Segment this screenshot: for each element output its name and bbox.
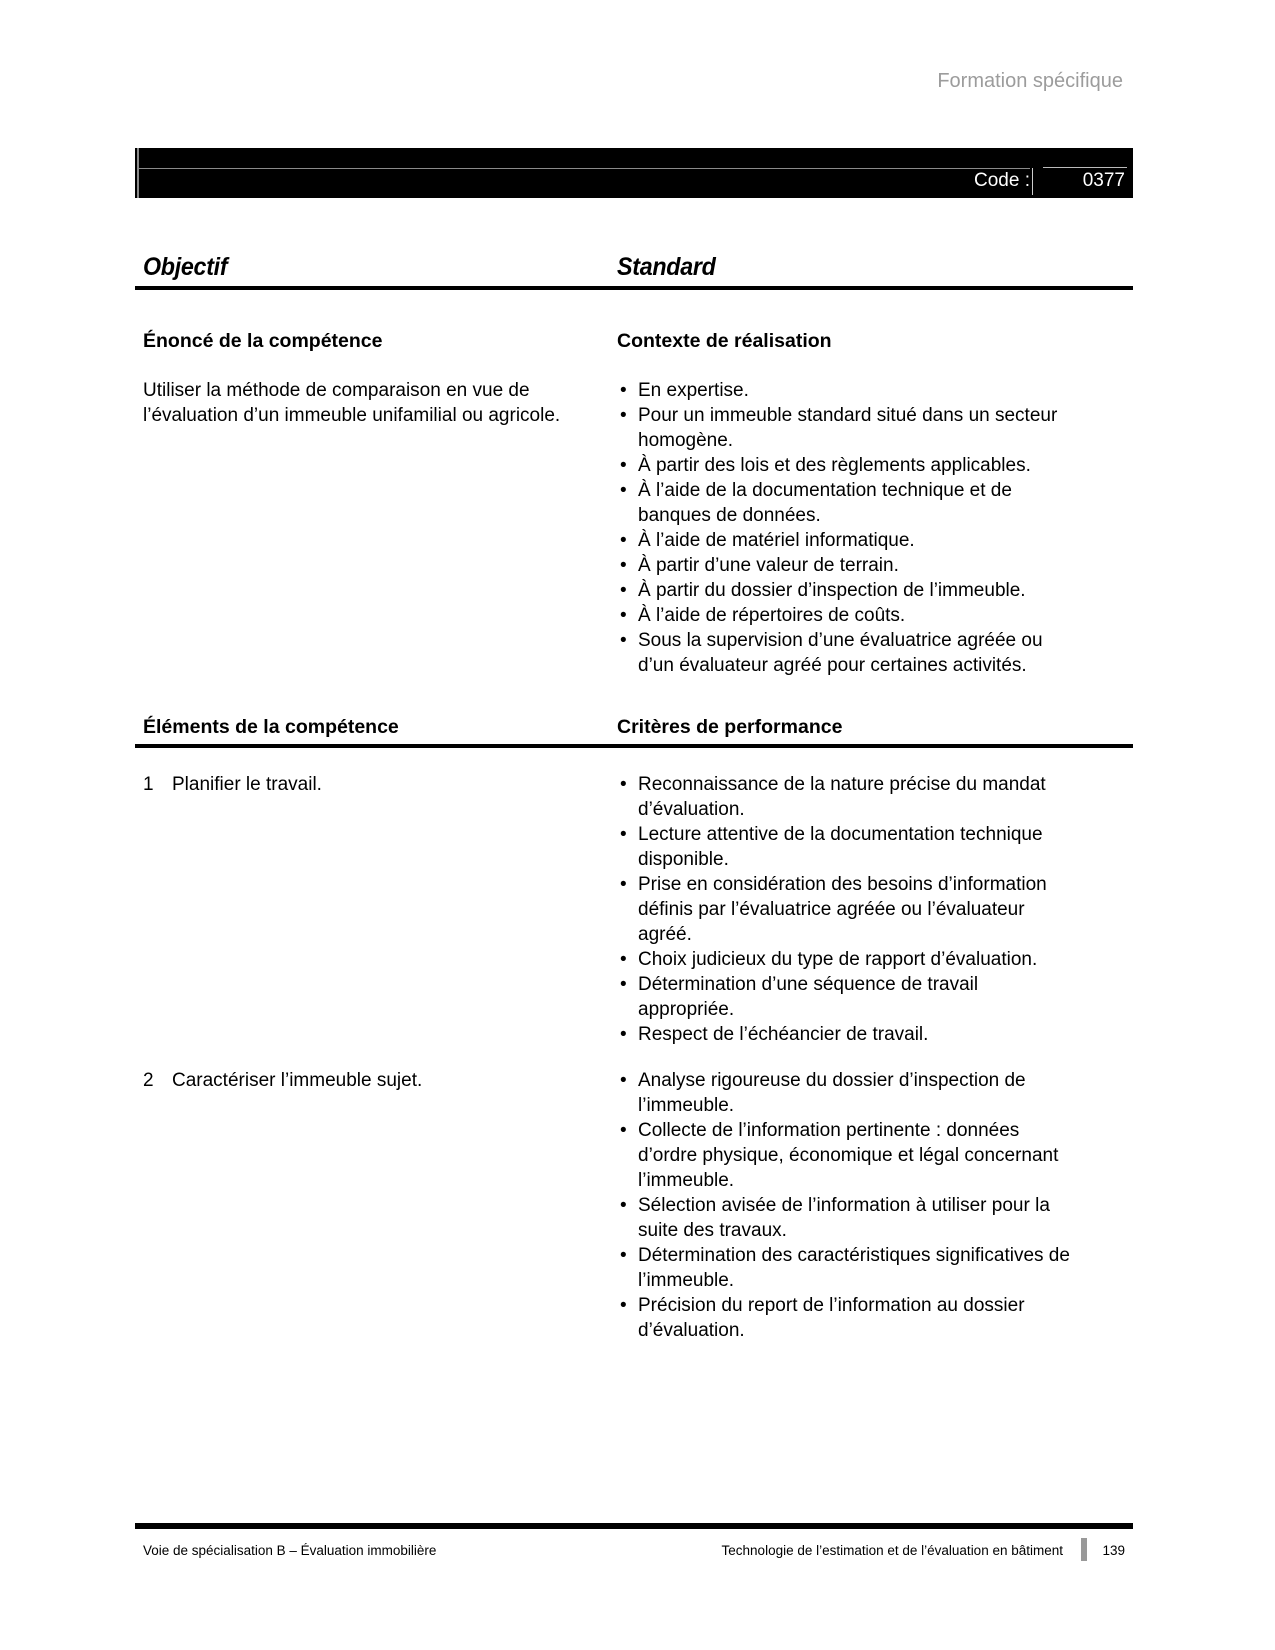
bullet-item: • À l’aide de matériel informatique. [617,528,1071,553]
bullet-item: • Sous la supervision d’une évaluatrice agréée ou d’un évaluateur agréé pour certaines activités. [617,628,1071,678]
bullet-item: • À partir d’une valeur de terrain. [617,553,1071,578]
element-label-cell [135,772,617,1047]
bullet-item: • Prise en considération des besoins d’information définis par l’évaluatrice agréée ou l’évaluateur agréé. [617,872,1071,947]
page-footer [135,1538,1133,1564]
code-cell-divider [1032,168,1033,195]
bullet-item: • Détermination d’une séquence de travail appropriée. [617,972,1071,1022]
bullet-item: • À l’aide de la documentation technique et de banques de données. [617,478,1071,528]
footer-page-number: 139 [1102,1543,1125,1558]
elements-header-cell [135,716,617,738]
realisation-context-heading: Contexte de réalisation [617,330,832,352]
bullet-item: • À partir du dossier d’inspection de l’immeuble. [617,578,1071,603]
bullet-item: • Respect de l’échéancier de travail. [617,1022,1071,1047]
bullet-item: • À l’aide de répertoires de coûts. [617,603,1071,628]
code-cell-top-line [1043,167,1127,168]
objectif-title: Objectif [143,253,228,281]
elements-heading: Éléments de la compétence [143,716,399,738]
competence-statement-cell [135,330,617,678]
criteria-cell [617,1068,1133,1343]
bullet-item: • Choix judicieux du type de rapport d’évaluation. [617,947,1071,972]
realisation-context-cell [617,330,1133,678]
bullet-item: • Lecture attentive de la documentation technique disponible. [617,822,1071,872]
element-number: 1 [143,774,154,795]
criteria-header-cell [617,716,1133,738]
footer-right-text: Technologie de l’estimation et de l’évaluation en bâtiment [721,1543,1063,1558]
competence-section [135,330,1133,678]
bullet-item: • Précision du report de l’information au dossier d’évaluation. [617,1293,1071,1343]
competence-statement-heading: Énoncé de la compétence [143,330,383,352]
criteria-heading: Critères de performance [617,716,843,738]
bullet-item: • Collecte de l’information pertinente : données d’ordre physique, économique et légal concernant l’immeuble. [617,1118,1071,1193]
element-number: 2 [143,1070,154,1091]
elements-criteria-header-row [135,716,1133,748]
bullet-item: • Reconnaissance de la nature précise du mandat d’évaluation. [617,772,1071,822]
code-banner [135,148,1133,198]
standard-title: Standard [617,253,716,281]
element-label: Planifier le travail. [172,774,322,795]
footer-rule [135,1523,1133,1529]
bullet-item: • À partir des lois et des règlements applicables. [617,453,1071,478]
footer-left-text: Voie de spécialisation B – Évaluation immobilière [143,1543,437,1558]
column-title-row [135,255,1133,290]
running-head: Formation spécifique [937,70,1123,92]
standard-column-header [617,255,1133,280]
bullet-item: • Détermination des caractéristiques significatives de l’immeuble. [617,1243,1071,1293]
bullet-item: • En expertise. [617,378,1071,403]
code-label: Code : [974,170,1030,191]
code-value: 0377 [1082,170,1125,191]
element-label-cell [135,1068,617,1343]
element-row [135,772,1133,1047]
competence-statement: Utiliser la méthode de comparaison en vue de l’évaluation d’un immeuble unifamilial ou agricole. [143,380,561,426]
objectif-column-header [135,255,617,280]
criteria-list [617,772,1071,1047]
elements-rows [135,772,1133,1343]
bullet-item: • Pour un immeuble standard situé dans un secteur homogène. [617,403,1071,453]
banner-left-edge-line [137,148,139,198]
bullet-item: • Analyse rigoureuse du dossier d’inspection de l’immeuble. [617,1068,1071,1118]
banner-divider-line [139,168,1030,169]
footer-separator-bar [1081,1538,1087,1561]
criteria-list [617,1068,1071,1343]
context-bullet-list [617,378,1071,678]
element-row [135,1068,1133,1343]
element-label: Caractériser l’immeuble sujet. [172,1070,423,1091]
bullet-item: • Sélection avisée de l’information à utiliser pour la suite des travaux. [617,1193,1071,1243]
criteria-cell [617,772,1133,1047]
